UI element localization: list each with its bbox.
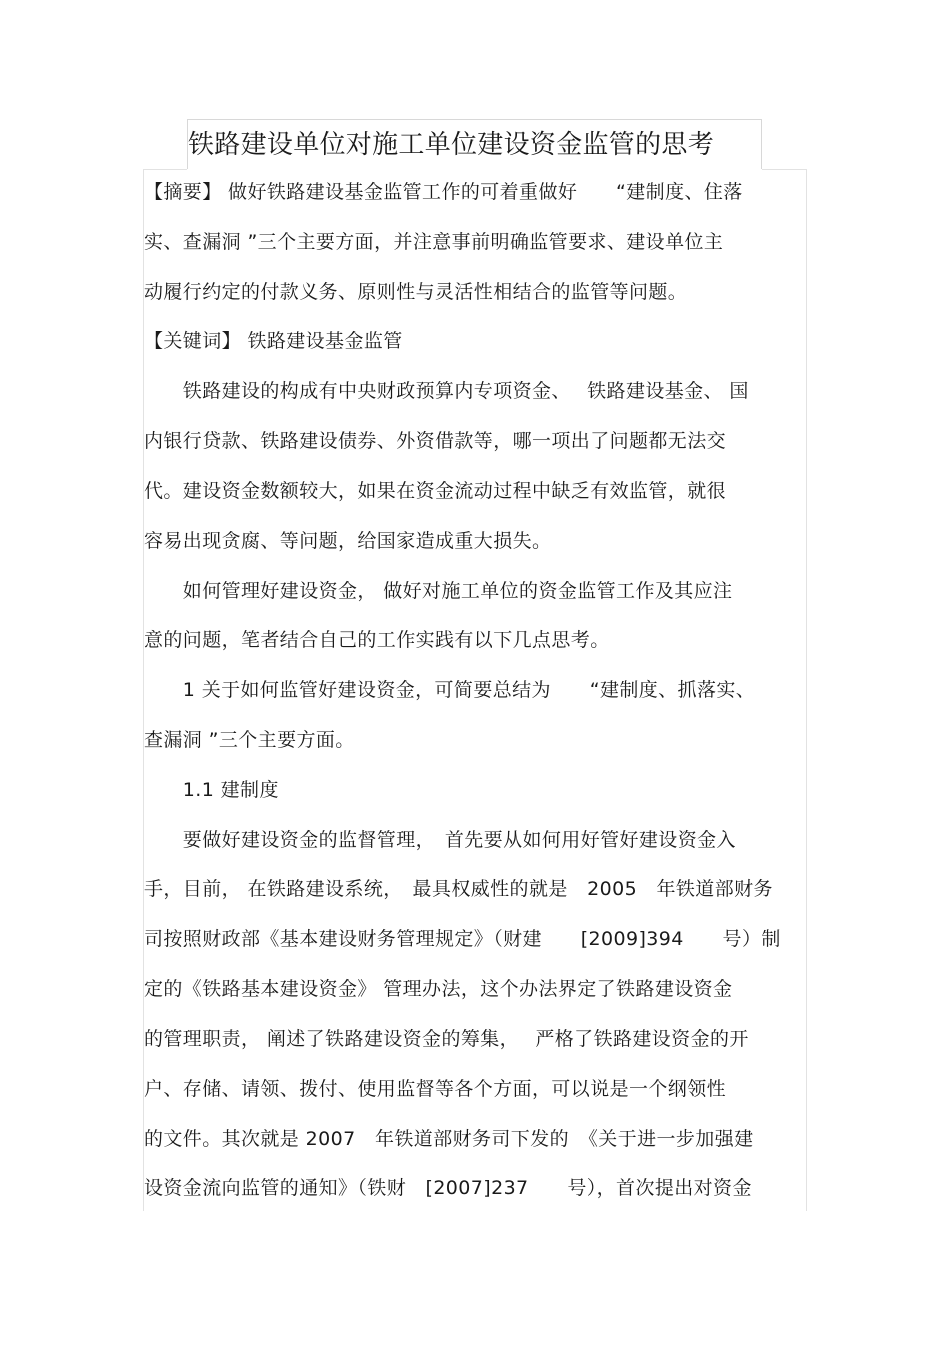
body-line: 定的《铁路基本建设资金》 管理办法，这个办法界定了铁路建设资金	[144, 978, 733, 1000]
body-line: 查漏洞 ”三个主要方面。	[144, 729, 355, 751]
body-line: 铁路建设的构成有中央财政预算内专项资金、 铁路建设基金、 国	[144, 380, 749, 402]
body-line: 【关键词】 铁路建设基金监管	[144, 330, 403, 352]
body-line: 动履行约定的付款义务、原则性与灵活性相结合的监管等问题。	[144, 281, 688, 303]
body-line: 手，目前， 在铁路建设系统， 最具权威性的就是 2005 年铁道部财务	[144, 878, 773, 900]
body-line: 意的问题，笔者结合自己的工作实践有以下几点思考。	[144, 629, 610, 651]
body-line: 的管理职责， 阐述了铁路建设资金的筹集， 严格了铁路建设资金的开	[144, 1028, 749, 1050]
body-line: 1.1 建制度	[144, 779, 279, 801]
body-line: 要做好建设资金的监督管理， 首先要从如何用好管好建设资金入	[144, 829, 736, 851]
body-line: 设资金流向监管的通知》（铁财 [2007]237 号），首次提出对资金	[144, 1177, 752, 1199]
body-line: 的文件。其次就是 2007 年铁道部财务司下发的 《关于进一步加强建	[144, 1128, 754, 1150]
document-title: 铁路建设单位对施工单位建设资金监管的思考	[188, 130, 715, 160]
body-line: 【摘要】 做好铁路建设基金监管工作的可着重做好 “建制度、住落	[144, 181, 743, 203]
body-line: 容易出现贪腐、等问题，给国家造成重大损失。	[144, 530, 552, 552]
body-line: 1 关于如何监管好建设资金，可简要总结为 “建制度、抓落实、	[144, 679, 756, 701]
frame-line	[762, 169, 807, 170]
frame-line	[143, 169, 187, 170]
body-line: 实、查漏洞 ”三个主要方面，并注意事前明确监管要求、建设单位主	[144, 231, 724, 253]
body-line: 户、存储、请领、拨付、使用监督等各个方面，可以说是一个纲领性	[144, 1078, 727, 1100]
body-line: 司按照财政部《基本建设财务管理规定》（财建 [2009]394 号）制	[144, 928, 781, 950]
body-line: 代。建设资金数额较大，如果在资金流动过程中缺乏有效监管，就很	[144, 480, 727, 502]
body-line: 内银行贷款、铁路建设债券、外资借款等，哪一项出了问题都无法交	[144, 430, 727, 452]
body-line: 如何管理好建设资金， 做好对施工单位的资金监管工作及其应注	[144, 580, 733, 602]
